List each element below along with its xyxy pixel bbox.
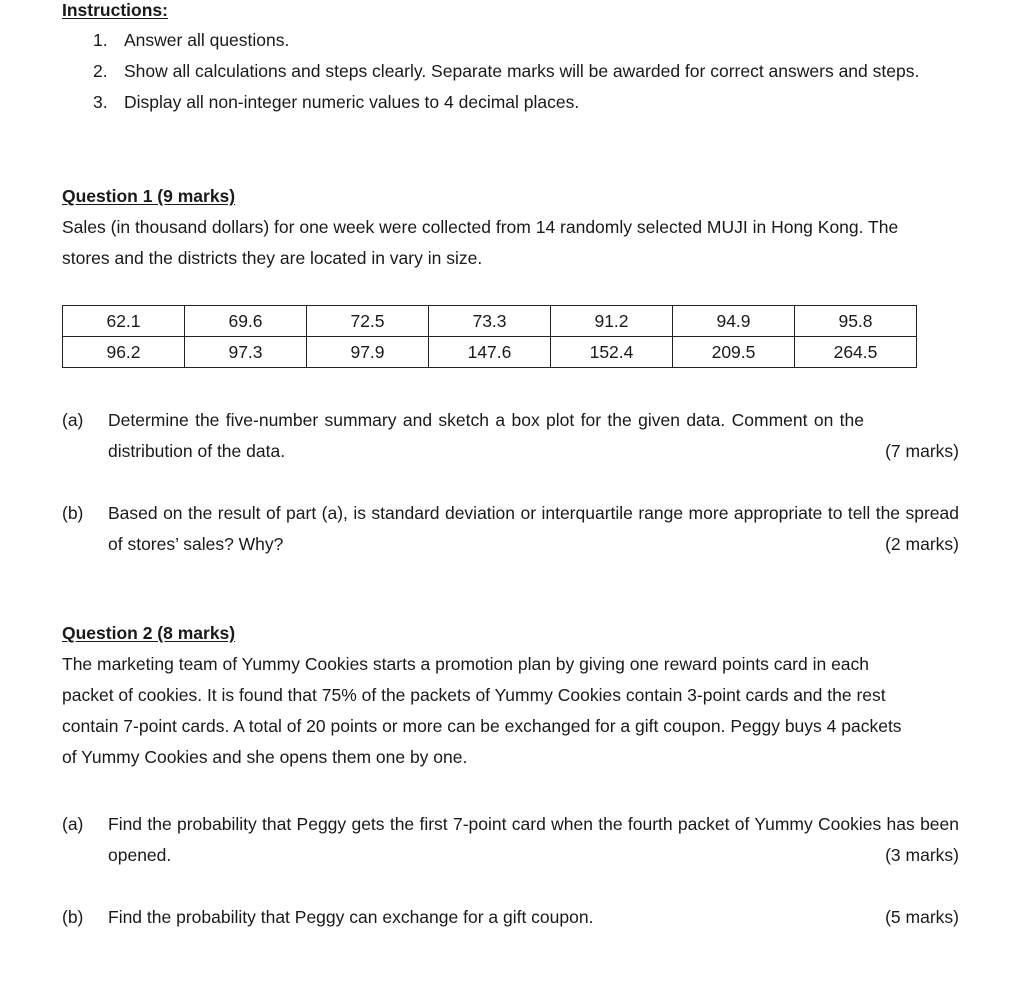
table-cell: 69.6 xyxy=(185,306,307,337)
part-marks: (3 marks) xyxy=(885,845,959,865)
table-cell: 96.2 xyxy=(63,337,185,368)
table-cell: 97.3 xyxy=(185,337,307,368)
table-row xyxy=(63,306,917,337)
part-marks: (5 marks) xyxy=(885,907,959,927)
part-text: Determine the five-number summary and sketch a box plot for the given data. Comment on the distribution of the data. xyxy=(108,410,864,461)
instruction-text: Show all calculations and steps clearly. Separate marks will be awarded for correct answers and steps. xyxy=(124,61,920,81)
question-1-heading: Question 1 (9 marks) xyxy=(62,186,236,206)
part-marks: (7 marks) xyxy=(885,441,959,461)
instruction-number: 1. xyxy=(93,30,108,50)
instructions-heading: Instructions: xyxy=(62,0,168,20)
part-label: (b) xyxy=(62,907,84,927)
table-cell: 94.9 xyxy=(673,306,795,337)
question-2-part-b xyxy=(62,902,959,933)
question-2-intro-line: packet of cookies. It is found that 75% of the packets of Yummy Cookies contain 3-point cards and the rest xyxy=(62,685,886,705)
instruction-item xyxy=(93,30,289,51)
table-cell: 152.4 xyxy=(551,337,673,368)
instruction-item xyxy=(93,92,579,113)
instruction-text: Answer all questions. xyxy=(124,30,290,50)
instruction-number: 2. xyxy=(93,61,108,81)
part-label: (a) xyxy=(62,814,84,834)
instruction-text: Display all non-integer numeric values to 4 decimal places. xyxy=(124,92,580,112)
table-cell: 73.3 xyxy=(429,306,551,337)
table-cell: 97.9 xyxy=(307,337,429,368)
table-cell: 72.5 xyxy=(307,306,429,337)
instruction-number: 3. xyxy=(93,92,108,112)
question-1-part-b xyxy=(62,498,959,560)
instruction-item xyxy=(93,61,919,82)
table-row xyxy=(63,337,917,368)
question-2-part-a xyxy=(62,809,959,871)
table-cell: 264.5 xyxy=(795,337,917,368)
question-2-intro-line: contain 7-point cards. A total of 20 points or more can be exchanged for a gift coupon. Peggy buys 4 packets xyxy=(62,716,902,736)
table-cell: 209.5 xyxy=(673,337,795,368)
table-cell: 147.6 xyxy=(429,337,551,368)
table-cell: 95.8 xyxy=(795,306,917,337)
question-1-intro-line-1: Sales (in thousand dollars) for one week were collected from 14 randomly selected MUJI in Hong Kong. The xyxy=(62,217,899,237)
part-marks: (2 marks) xyxy=(885,534,959,554)
question-1-part-a xyxy=(62,405,959,467)
question-1-intro-line-2: stores and the districts they are located in vary in size. xyxy=(62,248,483,268)
question-2-heading: Question 2 (8 marks) xyxy=(62,623,236,643)
table-cell: 62.1 xyxy=(63,306,185,337)
part-text: Find the probability that Peggy gets the first 7-point card when the fourth packet of Yummy Cookies has been opened. xyxy=(108,814,959,865)
part-label: (a) xyxy=(62,410,84,430)
part-text: Find the probability that Peggy can exchange for a gift coupon. xyxy=(108,907,594,927)
question-2-intro-line: The marketing team of Yummy Cookies starts a promotion plan by giving one reward points card in each xyxy=(62,654,870,674)
table-cell: 91.2 xyxy=(551,306,673,337)
question-2-intro-line: of Yummy Cookies and she opens them one by one. xyxy=(62,747,468,767)
part-text: Based on the result of part (a), is standard deviation or interquartile range more appropriate to tell the spread of stores’ sales? Why? xyxy=(108,503,959,554)
part-label: (b) xyxy=(62,503,84,523)
sales-data-table xyxy=(62,305,917,368)
